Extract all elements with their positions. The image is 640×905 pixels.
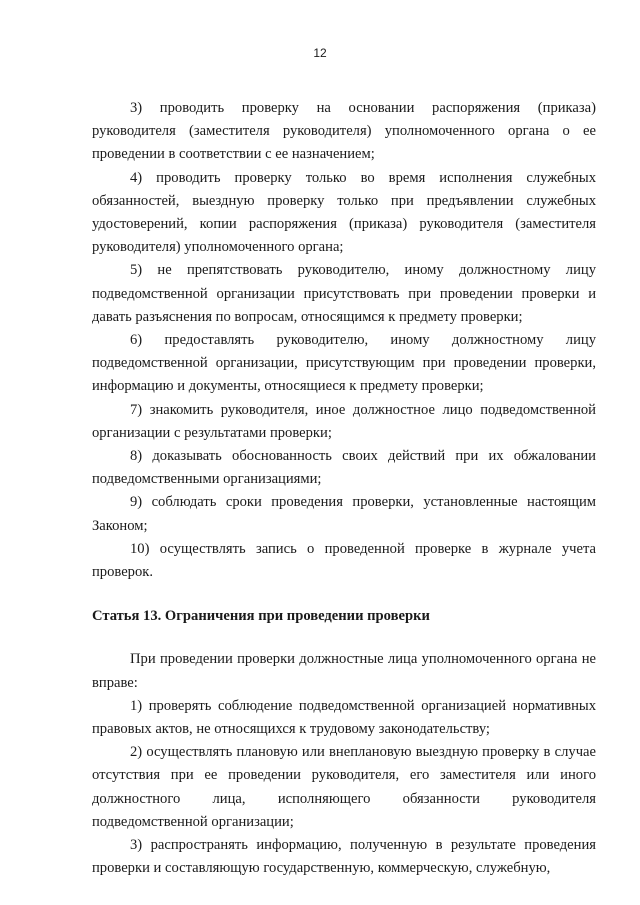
article-heading: Статья 13. Ограничения при проведении проверки <box>92 608 430 625</box>
page-number: 12 <box>313 46 327 60</box>
list-item-9: 9) соблюдать сроки проведения проверки, установленные настоящим Законом; <box>92 494 596 534</box>
list-item-7: 7) знакомить руководителя, иное должностное лицо подведомственной организации с результатами проверки; <box>92 401 596 441</box>
restriction-item-3: 3) распространять информацию, полученную в результате проведения проверки и составляющую государственную, коммерческую, служебную, <box>92 837 596 877</box>
list-item-3: 3) проводить проверку на основании распоряжения (приказа) руководителя (заместителя руководителя) уполномоченного органа о ее проведении в соответствии с ее назначением; <box>92 100 596 163</box>
list-item-5: 5) не препятствовать руководителю, иному должностному лицу подведомственной организации присутствовать при проведении проверки и давать разъяснения по вопросам, относящимся к предмету проверки; <box>92 262 596 325</box>
restriction-item-1: 1) проверять соблюдение подведомственной организацией нормативных правовых актов, не относящихся к трудовому законодательству; <box>92 697 596 738</box>
list-item-4: 4) проводить проверку только во время исполнения служебных обязанностей, выездную проверку только при предъявлении служебных удостоверений, копии распоряжения (приказа) руководителя (заместителя руководителя) уполномоченного органа; <box>92 169 596 256</box>
list-item-8: 8) доказывать обоснованность своих действий при их обжаловании подведомственными организациями; <box>92 448 596 488</box>
article-intro: При проведении проверки должностные лица уполномоченного органа не вправе: <box>92 651 596 691</box>
page-body <box>92 97 596 881</box>
list-item-10: 10) осуществлять запись о проведенной проверке в журнале учета проверок. <box>92 540 596 581</box>
restriction-item-2: 2) осуществлять плановую или внеплановую выездную проверку в случае отсутствия при ее проведении руководителя, его заместителя или иного должностного лица, исполняющего обязанности руководителя подведомственной организации; <box>92 744 596 830</box>
list-item-6: 6) предоставлять руководителю, иному должностному лицу подведомственной организации, присутствующим при проведении проверки, информацию и документы, относящиеся к предмету проверки; <box>92 332 596 395</box>
